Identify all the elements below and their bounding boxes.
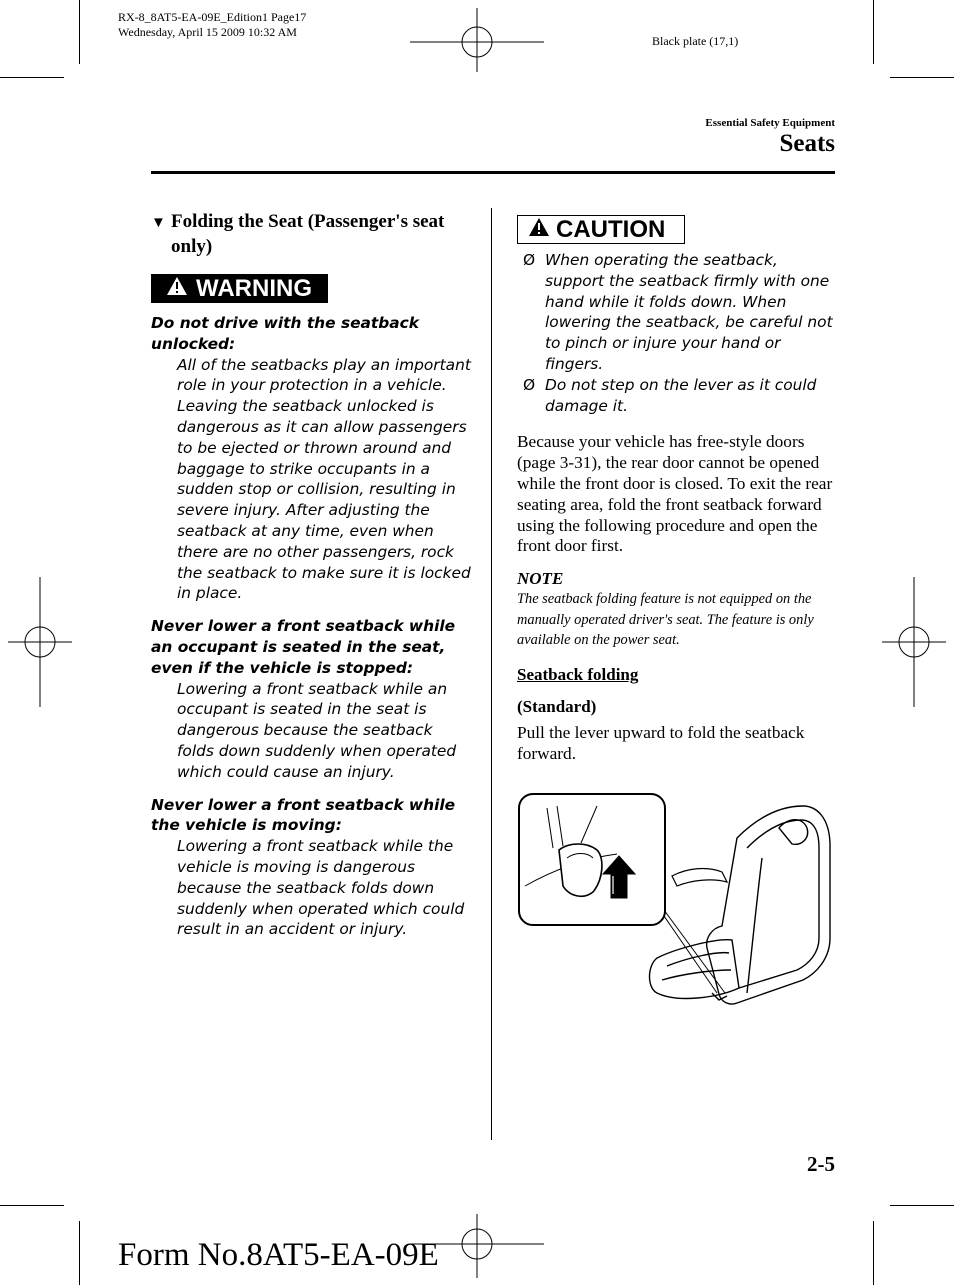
warning-item [151,313,471,604]
arrow-bullet-icon: Ø [523,251,536,269]
column-divider [491,208,492,1140]
print-header-line2: Wednesday, April 15 2009 10:32 AM [118,25,297,39]
warning-label: WARNING [196,274,312,302]
right-column [517,215,837,765]
crop-mark [79,1221,80,1285]
registration-mark-left [5,577,75,707]
caution-label: CAUTION [556,215,666,243]
print-header-line1: RX-8_8AT5-EA-09E_Edition1 Page17 [118,10,307,24]
triangle-down-icon: ▼ [151,215,166,231]
crop-mark [890,77,954,78]
crop-mark [890,1205,954,1206]
caution-item [517,250,837,375]
warning-item [151,616,471,782]
caution-item [517,375,837,417]
lever-detail-inset [519,794,665,925]
subheading: Seatback folding [517,664,639,684]
caution-text: Do not step on the lever as it could damage it. [545,375,817,415]
left-column [151,210,471,940]
print-header [118,10,306,40]
caution-text: When operating the seatback, support the seatback firmly with one hand while it folds down. When lowering the seatback, be careful not to pinch or injure your hand or fingers. [545,251,833,373]
section-heading [151,210,471,258]
registration-mark-top [410,5,544,75]
crop-mark [0,1205,64,1206]
warning-body: All of the seatbacks play an important role in your protection in a vehicle. Leaving the seatback unlocked is dangerous as it can allow passengers to be ejected or thrown around and baggage to strike occupants in a sudden stop or collision, resulting in severe injury. After adjusting the seatback at any time, even when there are no other passengers, rock the seatback to make sure it is locked in place. [177,355,471,603]
warning-triangle-icon [166,275,188,303]
registration-mark-right [879,577,949,707]
body-paragraph: Because your vehicle has free-style doors (page 3-31), the rear door cannot be opened while the front door is closed. To exit the rear seating area, fold the front seatback forward using the following procedure and open the front door first. [517,432,833,556]
form-number: Form No.8AT5-EA-09E [118,1237,439,1273]
plate-label: Black plate (17,1) [652,34,739,48]
header-rule [151,171,835,174]
crop-mark [873,0,874,64]
page-title: Seats [779,130,835,157]
crop-mark [79,0,80,64]
page-number: 2-5 [807,1152,835,1176]
note-text: The seatback folding feature is not equipped on the manually operated driver's seat. The feature is only available on the power seat. [517,591,814,649]
section-label: Essential Safety Equipment [705,117,835,129]
caution-triangle-icon [528,216,550,244]
warning-body: Lowering a front seatback while the vehicle is moving is dangerous because the seatback folds down suddenly when operated which could result in an accident or injury. [177,837,465,939]
standard-text: Pull the lever upward to fold the seatback forward. [517,722,805,763]
seat-drawing [650,806,831,1004]
warning-title: Do not drive with the seatback unlocked: [151,314,420,353]
caution-banner [517,215,685,244]
warning-title: Never lower a front seatback while an occupant is seated in the seat, even if the vehicle is stopped: [151,617,456,677]
warning-body: Lowering a front seatback while an occupant is seated in the seat is dangerous because the seatback folds down suddenly when operated which could cause an injury. [177,679,457,781]
arrow-bullet-icon: Ø [523,375,536,394]
crop-mark [873,1221,874,1285]
warning-item [151,795,471,941]
warning-title: Never lower a front seatback while the vehicle is moving: [151,795,456,835]
standard-label: (Standard) [517,696,597,716]
note-heading: NOTE [517,569,564,589]
crop-mark [0,77,64,78]
section-heading-text: Folding the Seat (Passenger's seat only) [171,211,445,257]
warning-banner [151,274,328,303]
seat-illustration [517,788,835,1010]
